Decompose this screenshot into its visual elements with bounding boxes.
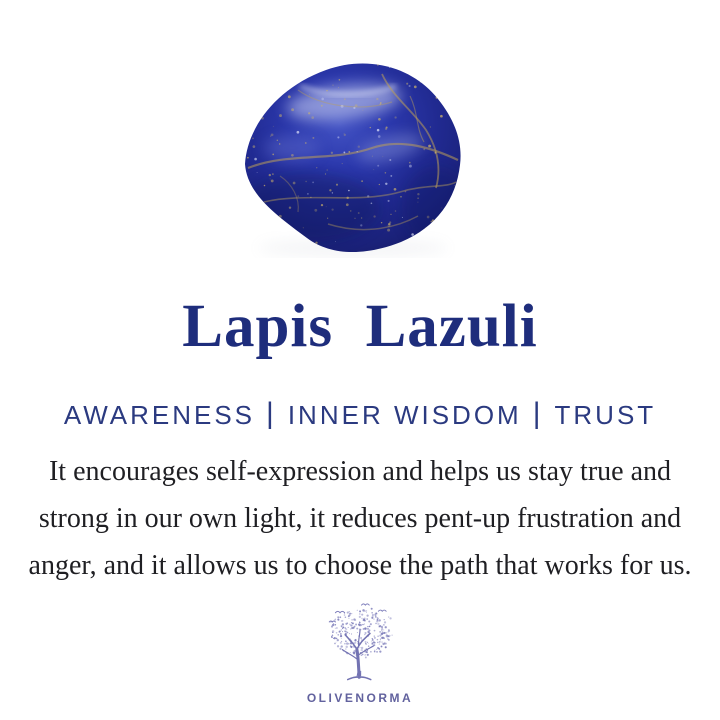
stone-illustration — [240, 56, 466, 258]
pipe-separator: | — [266, 397, 277, 430]
stone-description — [0, 448, 720, 589]
lapis-lazuli-stone-photo — [240, 56, 466, 258]
brand-logo — [0, 602, 720, 705]
keyword-inner-wisdom: INNER WISDOM — [287, 399, 522, 430]
brand-name: OLIVENORMA — [306, 691, 414, 705]
stone-keywords — [0, 398, 720, 432]
description-line: It encourages self-expression and helps us stay true and — [48, 456, 672, 487]
stone-name-title: Lapis Lazuli — [182, 293, 538, 360]
keyword-awareness: AWARENESS — [63, 399, 256, 430]
pipe-separator: | — [532, 397, 544, 430]
description-line: anger, and it allows us to choose the path that works for us. — [28, 550, 692, 581]
keyword-trust: TRUST — [554, 399, 657, 430]
olive-tree-logo-icon — [321, 602, 399, 688]
description-line: strong in our own light, it reduces pent-up frustration and — [38, 503, 682, 534]
